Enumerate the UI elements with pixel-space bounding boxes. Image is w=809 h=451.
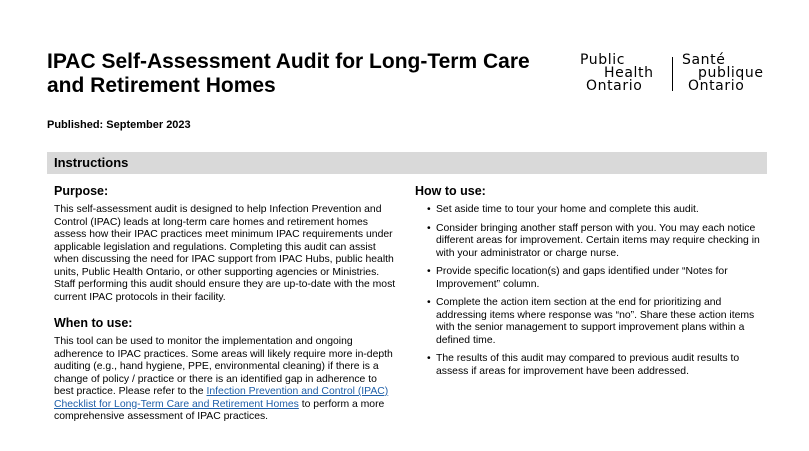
list-item-text: Provide specific location(s) and gaps identified under “Notes for Improvement” column. <box>436 266 728 290</box>
published-date: Published: September 2023 <box>47 119 191 131</box>
list-item <box>415 353 760 378</box>
purpose-heading: Purpose: <box>54 184 109 198</box>
right-column <box>415 184 760 384</box>
logo-en-line-1: Public <box>580 52 626 68</box>
purpose-block <box>54 184 396 304</box>
when-to-use-text <box>54 336 396 424</box>
logo-fr-line-2: publique <box>698 65 764 81</box>
logo-english <box>580 54 668 93</box>
ipac-checklist-link[interactable]: Infection Prevention and Control (IPAC) Checklist for Long-Term Care and Retirement Homes <box>54 386 389 410</box>
instructions-section-header <box>47 152 767 174</box>
bullet-icon: • <box>427 266 431 277</box>
logo-en-line-3: Ontario <box>586 78 643 94</box>
how-to-use-list <box>415 204 760 378</box>
left-column <box>54 184 396 424</box>
logo-fr-line-1: Santé <box>682 52 726 68</box>
list-item <box>415 223 760 261</box>
list-item-text: The results of this audit may compared to previous audit results to assess if areas for improvement have been addressed. <box>436 353 740 377</box>
when-to-use-block <box>54 316 396 424</box>
list-item-text: Set aside time to tour your home and complete this audit. <box>436 204 699 215</box>
list-item-text: Complete the action item section at the end for prioritizing and addressing items where response was “no”. Share these action items with the senior management to support improvement plans within a defined time. <box>436 297 755 346</box>
how-to-use-heading: How to use: <box>415 184 486 198</box>
list-item <box>415 266 760 291</box>
list-item <box>415 297 760 347</box>
section-title: Instructions <box>54 155 129 170</box>
when-to-use-heading: When to use: <box>54 316 133 330</box>
bullet-icon: • <box>427 222 431 234</box>
when-text-before: This tool can be used to monitor the implementation and ongoing adherence to IPAC practices. Some areas will likely require more in-depth auditing (e.g., hand hygiene, PPE, environmental cleaning) if there is a change of policy / practice or there is an identified gap in adherence to best practice. Please refer to the <box>54 336 393 397</box>
logo-french <box>682 54 764 93</box>
logo-divider <box>672 57 673 91</box>
bullet-icon: • <box>427 204 431 215</box>
bullet-icon: • <box>427 297 431 308</box>
when-text-after: to perform a more comprehensive assessment of IPAC practices. <box>54 398 385 422</box>
bullet-icon: • <box>427 353 431 364</box>
logo-en-line-2: Health <box>604 65 654 81</box>
page-title: IPAC Self-Assessment Audit for Long-Term Care and Retirement Homes <box>47 50 530 97</box>
list-item-text: Consider bringing another staff person with you. You may each notice different areas for improvement. Certain items may require checking in with your administrator or charge nurse. <box>436 222 760 259</box>
logo-fr-line-3: Ontario <box>688 78 745 94</box>
list-item <box>415 204 760 217</box>
purpose-text: This self-assessment audit is designed to help Infection Prevention and Control (IPAC) leads at long-term care homes and retirement homes assess how their IPAC practices meet minimum IPAC requirements under applicable legislation and regulations. Completing this audit can assist when discussing the need for IPAC support from IPAC Hubs, public health units, Public Health Ontario, or other supporting agencies or Ministries. Staff performing this audit should ensure they are up-to-date with the most current IPAC protocols in their facility. <box>54 204 396 303</box>
